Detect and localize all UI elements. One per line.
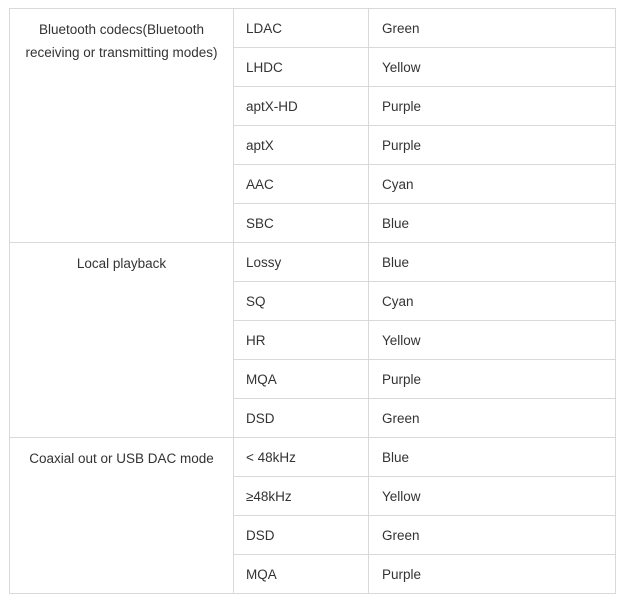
codec-cell: MQA bbox=[234, 555, 369, 594]
codec-cell: LHDC bbox=[234, 48, 369, 87]
codec-cell: aptX-HD bbox=[234, 87, 369, 126]
codec-cell: SBC bbox=[234, 204, 369, 243]
color-cell: Yellow bbox=[369, 321, 616, 360]
color-cell: Purple bbox=[369, 126, 616, 165]
table-body bbox=[10, 9, 616, 594]
color-cell: Green bbox=[369, 9, 616, 48]
codec-cell: AAC bbox=[234, 165, 369, 204]
codec-cell: MQA bbox=[234, 360, 369, 399]
color-cell: Cyan bbox=[369, 282, 616, 321]
codec-cell: DSD bbox=[234, 516, 369, 555]
color-cell: Blue bbox=[369, 243, 616, 282]
color-cell: Cyan bbox=[369, 165, 616, 204]
codec-cell: DSD bbox=[234, 399, 369, 438]
color-cell: Green bbox=[369, 399, 616, 438]
category-cell: Bluetooth codecs(Bluetooth receiving or transmitting modes) bbox=[10, 9, 234, 243]
category-cell: Local playback bbox=[10, 243, 234, 438]
color-cell: Yellow bbox=[369, 477, 616, 516]
category-cell: Coaxial out or USB DAC mode bbox=[10, 438, 234, 594]
table-row bbox=[10, 9, 616, 48]
table-row bbox=[10, 243, 616, 282]
codec-cell: aptX bbox=[234, 126, 369, 165]
codec-cell: ≥48kHz bbox=[234, 477, 369, 516]
table-row bbox=[10, 438, 616, 477]
codec-cell: Lossy bbox=[234, 243, 369, 282]
color-cell: Blue bbox=[369, 204, 616, 243]
codec-cell: SQ bbox=[234, 282, 369, 321]
indicator-color-table bbox=[9, 8, 616, 594]
color-cell: Green bbox=[369, 516, 616, 555]
codec-cell: < 48kHz bbox=[234, 438, 369, 477]
color-cell: Blue bbox=[369, 438, 616, 477]
color-cell: Purple bbox=[369, 555, 616, 594]
codec-cell: HR bbox=[234, 321, 369, 360]
color-cell: Yellow bbox=[369, 48, 616, 87]
color-cell: Purple bbox=[369, 360, 616, 399]
codec-cell: LDAC bbox=[234, 9, 369, 48]
color-cell: Purple bbox=[369, 87, 616, 126]
